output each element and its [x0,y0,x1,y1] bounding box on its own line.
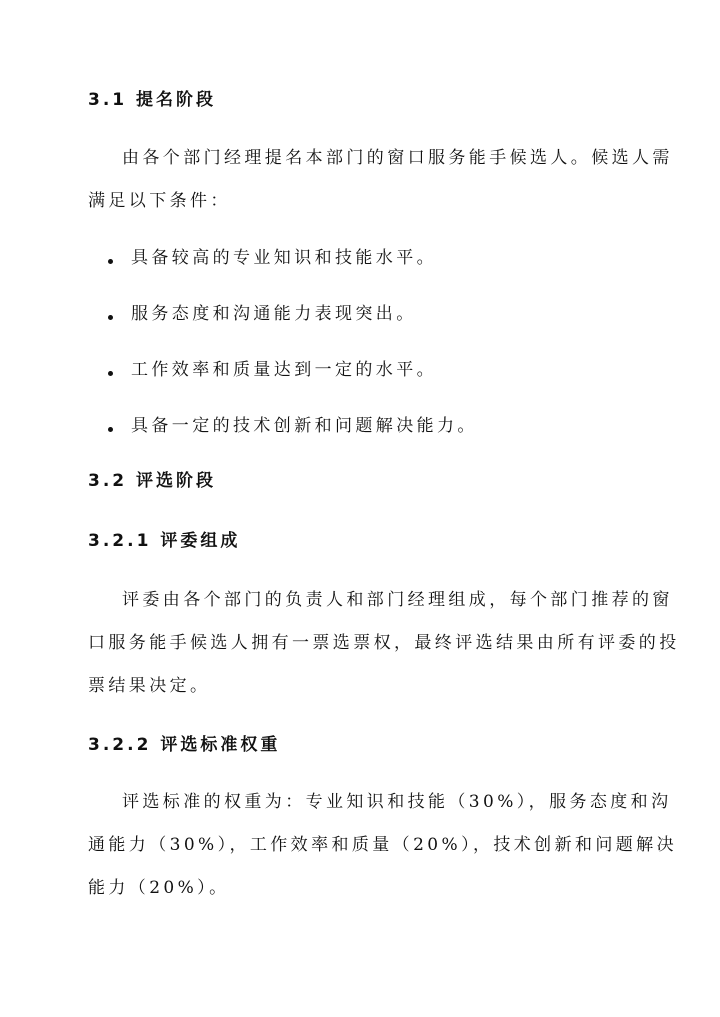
list-item: 工作效率和质量达到一定的水平。 [131,360,437,380]
list-item: 服务态度和沟通能力表现突出。 [131,304,417,324]
bullet-dot [108,371,113,376]
list-item: 具备较高的专业知识和技能水平。 [131,248,437,268]
section-heading-3-1: 3.1 提名阶段 [88,90,217,110]
bullet-dot [108,259,113,264]
paragraph-line: 票结果决定。 [88,676,211,696]
section-heading-3-2-2: 3.2.2 评选标准权重 [88,735,281,755]
paragraph-line: 评委由各个部门的负责人和部门经理组成，每个部门推荐的窗 [122,590,673,610]
section-heading-3-2: 3.2 评选阶段 [88,471,217,491]
paragraph-line: 评选标准的权重为：专业知识和技能（30%），服务态度和沟 [122,792,672,812]
paragraph-line: 由各个部门经理提名本部门的窗口服务能手候选人。候选人需 [122,148,673,168]
bullet-dot [108,427,113,432]
section-heading-3-2-1: 3.2.1 评委组成 [88,531,241,551]
paragraph-line: 通能力（30%），工作效率和质量（20%），技术创新和问题解决 [88,835,677,855]
list-item: 具备一定的技术创新和问题解决能力。 [131,416,478,436]
paragraph-line: 口服务能手候选人拥有一票选票权，最终评选结果由所有评委的投 [88,633,680,653]
bullet-dot [108,315,113,320]
paragraph-line: 能力（20%）。 [88,878,230,898]
paragraph-line: 满足以下条件： [88,191,231,211]
